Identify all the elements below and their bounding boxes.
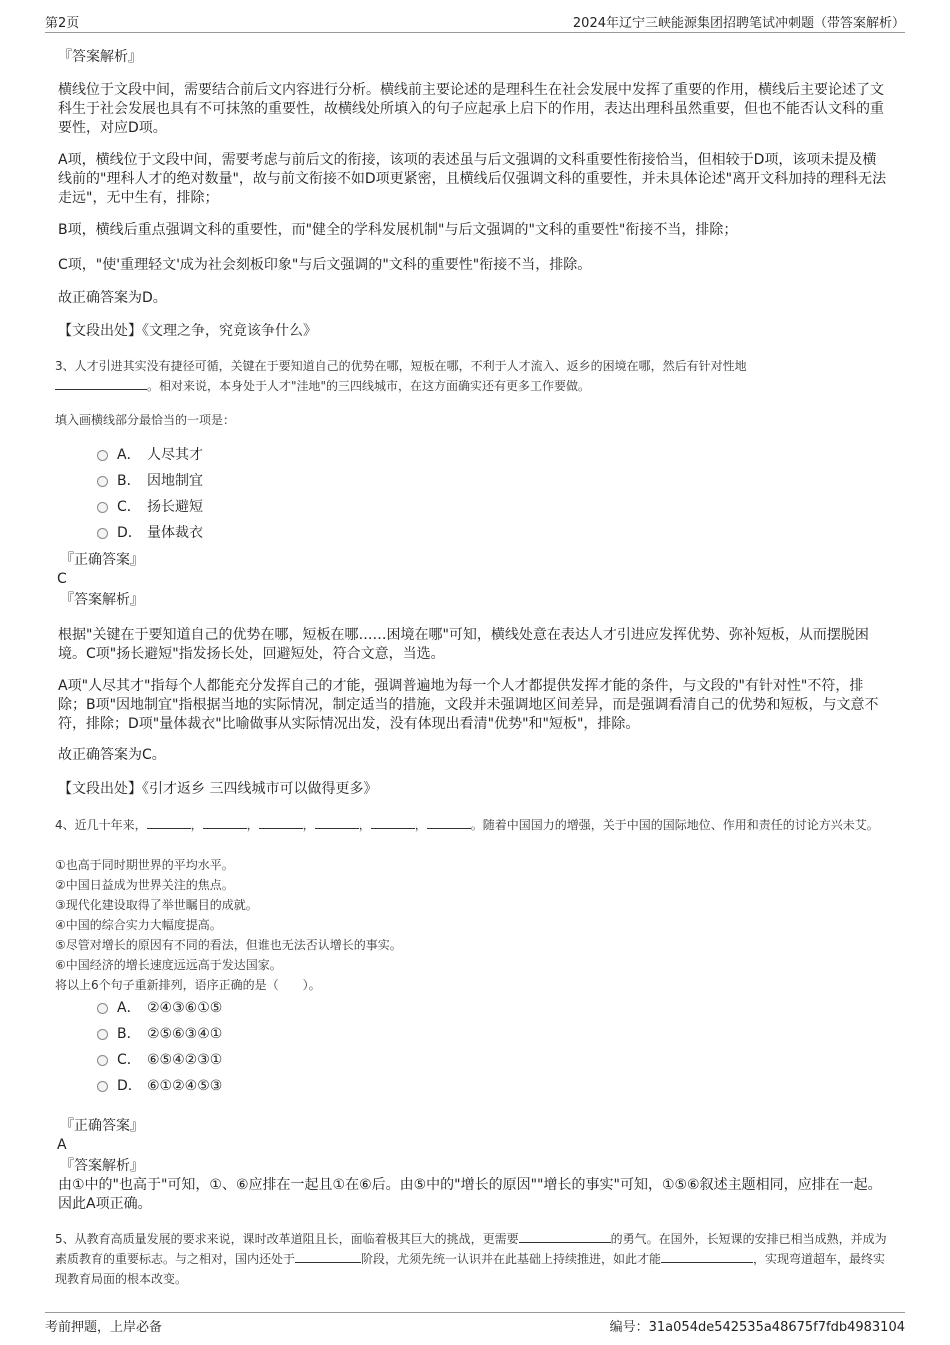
radio-icon[interactable] — [97, 450, 108, 461]
q2-analysis-paragraph-4: C项，"使'重理轻文'成为社会刻板印象"与后文强调的"文科的重要性"衔接不当，排除。 — [58, 257, 592, 273]
q4-blank-5 — [371, 815, 415, 829]
q3-source: 【文段出处】《引才返乡 三四线城市可以做得更多》 — [58, 781, 378, 797]
q3-stem-part-2: 。相对来说，本身处于人才"洼地"的三四线城市，在这方面确实还有更多工作要做。 — [147, 379, 591, 393]
q3-conclusion: 故正确答案为C。 — [58, 747, 166, 763]
q5-stem-part-3: 阶段，尤须先统一认识并在此基础上持续推进，如此才能 — [361, 1252, 662, 1266]
q4-stem-part-1: 4、近几十年来， — [55, 818, 147, 832]
q4-blank-3 — [259, 815, 303, 829]
q4-blank-4 — [315, 815, 359, 829]
document-title: 2024年辽宁三峡能源集团招聘笔试冲刺题（带答案解析） — [572, 16, 905, 31]
q4-analysis-paragraph: 由①中的"也高于"可知，①、⑥应排在一起且①在⑥后。由⑤中的"增长的原因""增长的事实"可知，①⑤⑥叙述主题相同，应排在一起。因此A项正确。 — [58, 1177, 882, 1212]
q3-option-d[interactable]: D． 量体裁衣 — [97, 523, 203, 543]
q4-blank-2 — [203, 815, 247, 829]
radio-icon[interactable] — [97, 476, 108, 487]
q5-stem — [55, 1229, 890, 1289]
q4-sentence-5: ⑤尽管对增长的原因有不同的看法，但谁也无法否认增长的事实。 — [55, 938, 402, 952]
page-number: 第2页 — [45, 16, 80, 31]
q2-analysis-paragraph-1: 横线位于文段中间，需要结合前后文内容进行分析。横线前主要论述的是理科生在社会发展中发挥了重要的作用，横线后主要论述了文科生于社会发展也具有不可抹煞的重要性，故横线处所填入的句子应起承上启下的作用，表达出理科虽然重要，但也不能否认文科的重要性，对应D项。 — [58, 82, 884, 136]
q4-option-b[interactable]: B． ②⑤⑥③④① — [97, 1024, 222, 1044]
q4-analysis-label: 『答案解析』 — [60, 1158, 144, 1174]
q2-source: 【文段出处】《文理之争，究竟该争什么》 — [58, 323, 317, 339]
q3-analysis-label: 『答案解析』 — [60, 592, 144, 608]
radio-icon[interactable] — [97, 502, 108, 513]
q5-blank-2 — [295, 1249, 361, 1263]
document-id: 编号：31a054de542535a48675f7fdb4983104 — [609, 1320, 905, 1335]
q2-analysis-paragraph-2: A项，横线位于文段中间，需要考虑与前后文的衔接，该项的表述虽与后文强调的文科重要性衔接恰当，但相较于D项，该项未提及横线前的"理科人才的绝对数量"，故与前文衔接不如D项更紧密，且横线后仅强调文科的重要性，并未具体论述"离开文科加持的理科无法走远"，无中生有，排除； — [58, 152, 887, 206]
q2-analysis-label: 『答案解析』 — [58, 49, 142, 65]
q4-prompt: 将以上6个句子重新排列，语序正确的是（ ）。 — [55, 978, 321, 992]
q3-stem — [55, 356, 890, 396]
q3-stem-part-1: 3、人才引进其实没有捷径可循，关键在于要知道自己的优势在哪，短板在哪，不利于人才流入、返乡的困境在哪，然后有针对性地 — [55, 359, 747, 373]
q4-sentence-6: ⑥中国经济的增长速度远远高于发达国家。 — [55, 958, 282, 972]
q3-answer-label: 『正确答案』 — [60, 552, 144, 568]
q4-sentence-2: ②中国日益成为世界关注的焦点。 — [55, 878, 234, 892]
q5-blank-3 — [661, 1249, 753, 1263]
page-header — [45, 12, 905, 33]
q5-blank-1 — [519, 1229, 611, 1243]
q3-option-c[interactable]: C． 扬长避短 — [97, 497, 203, 517]
radio-icon[interactable] — [97, 1029, 108, 1040]
radio-icon[interactable] — [97, 1003, 108, 1014]
q4-blank-1 — [147, 815, 191, 829]
q4-sentence-3: ③现代化建设取得了举世瞩目的成就。 — [55, 898, 258, 912]
q3-blank — [55, 376, 147, 390]
q3-option-a[interactable]: A． 人尽其才 — [97, 445, 203, 465]
q4-option-c[interactable]: C． ⑥⑤④②③① — [97, 1050, 222, 1070]
q2-analysis-paragraph-3: B项，横线后重点强调文科的重要性，而"健全的学科发展机制"与后文强调的"文科的重要性"衔接不当，排除； — [58, 222, 738, 238]
q4-sentence-4: ④中国的综合实力大幅度提高。 — [55, 918, 222, 932]
q5-stem-part-2: 的勇气。在国外，长短课的安排已相当成熟，并成为素质教育的重要标志。与之相对，国内还处于 — [55, 1232, 887, 1266]
q4-blank-6 — [427, 815, 471, 829]
q4-sentence-1: ①也高于同时期世界的平均水平。 — [55, 858, 234, 872]
footer-slogan: 考前押题，上岸必备 — [45, 1320, 163, 1335]
q3-prompt: 填入画横线部分最恰当的一项是： — [55, 413, 236, 427]
page-footer — [45, 1312, 905, 1335]
radio-icon[interactable] — [97, 1055, 108, 1066]
q3-answer: C — [57, 571, 67, 587]
radio-icon[interactable] — [97, 1081, 108, 1092]
q3-option-b[interactable]: B． 因地制宜 — [97, 471, 203, 491]
q3-analysis-paragraph-2: A项"人尽其才"指每个人都能充分发挥自己的才能，强调普遍地为每一个人才都提供发挥才能的条件，与文段的"有针对性"不符，排除；B项"因地制宜"指根据当地的实际情况，制定适当的措施，文段并未强调地区间差异，而是强调看清自己的优势和短板，与文意不符，排除；D项"量体裁衣"比喻做事从实际情况出发，没有体现出看清"优势"和"短板"，排除。 — [58, 678, 879, 732]
q4-option-a[interactable]: A． ②④③⑥①⑤ — [97, 998, 222, 1018]
radio-icon[interactable] — [97, 528, 108, 539]
q4-option-d[interactable]: D． ⑥①②④⑤③ — [97, 1076, 222, 1096]
q4-stem: 4、近几十年来， ， ， ， ， ， 。随着中国国力的增强，关于中国的国际地位、作用和责任的讨论方兴未艾。 — [55, 815, 890, 835]
q3-analysis-paragraph-1: 根据"关键在于要知道自己的优势在哪，短板在哪……困境在哪"可知，横线处意在表达人才引进应发挥优势、弥补短板，从而摆脱困境。C项"扬长避短"指发扬长处，回避短处，符合文意，当选。 — [58, 627, 869, 662]
q2-conclusion: 故正确答案为D。 — [58, 290, 167, 306]
q5-stem-part-1: 5、从教育高质量发展的要求来说，课时改革道阻且长，面临着极其巨大的挑战，更需要 — [55, 1232, 519, 1246]
q4-stem-part-2: 。随着中国国力的增强，关于中国的国际地位、作用和责任的讨论方兴未艾。 — [470, 818, 879, 832]
q5-stem-part-4: ，实现弯道超车，最终实现教育局面的根本改变。 — [55, 1252, 886, 1286]
q4-answer: A — [57, 1137, 67, 1153]
q4-answer-label: 『正确答案』 — [60, 1118, 144, 1134]
